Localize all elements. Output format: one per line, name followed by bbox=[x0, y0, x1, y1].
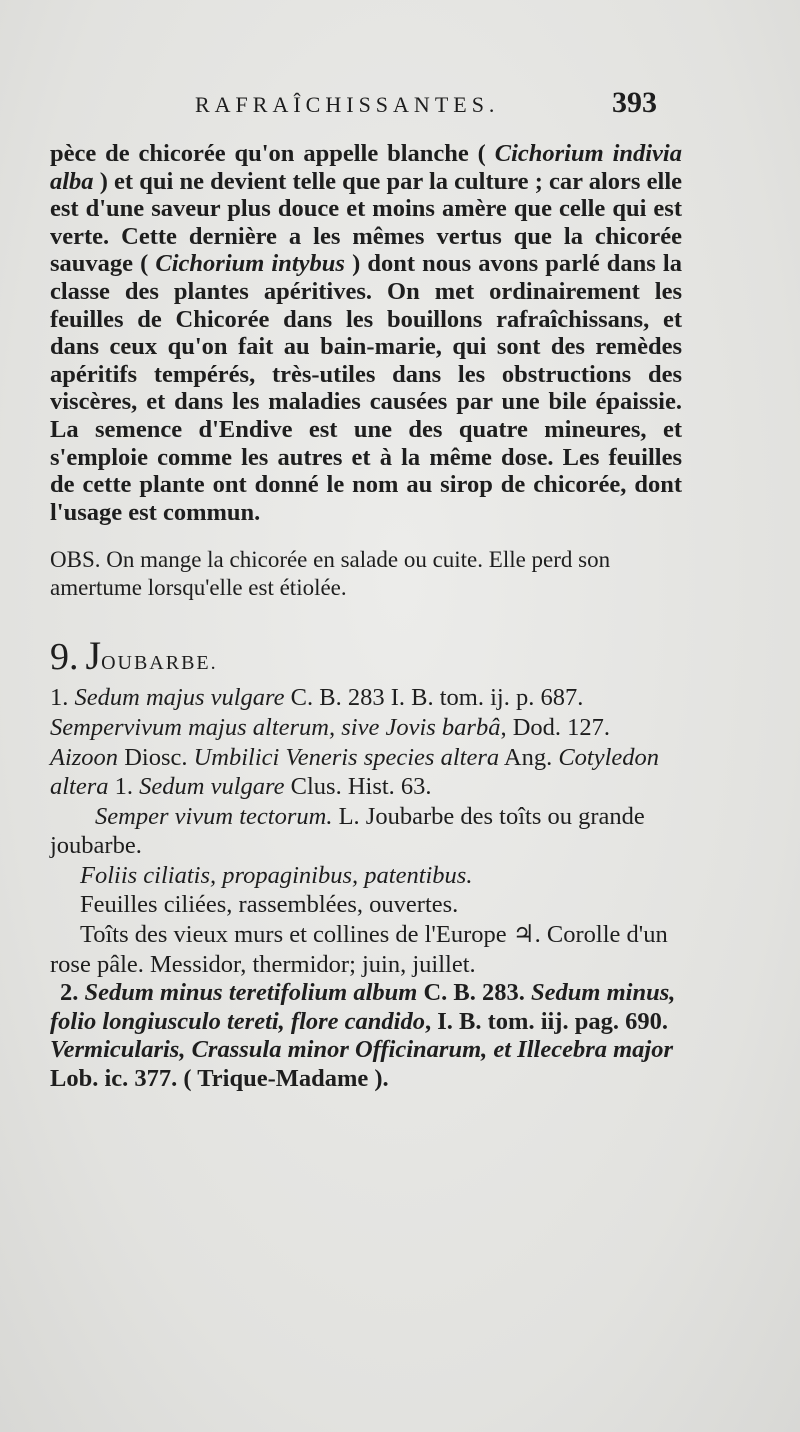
entry-number: 9. bbox=[50, 636, 79, 679]
french-description: Feuilles ciliées, rassemblées, ouvertes. bbox=[80, 891, 459, 919]
entry-heading bbox=[50, 633, 682, 683]
linnaean-name-paragraph: Semper vivum tectorum. L. Joubarbe des toîts ou grande joubarbe. bbox=[50, 802, 645, 860]
entry-name: OUBARBE. bbox=[101, 652, 218, 675]
synonymy-paragraph-2: 2. Sedum minus teretifolium album C. B. 283. Sedum minus, folio longiusculo tereti, flore candido, I. B. tom. iij. pag. 690. Vermicularis, Crassula minor Officinarum, et Illecebra major Lob. ic. 377. ( Trique-Madame ). bbox=[50, 979, 676, 1093]
habitat-paragraph: Toîts des vieux murs et collines de l'Europe ♃. Corolle d'un rose pâle. Messidor, thermidor; juin, juillet. bbox=[50, 921, 668, 978]
page-number: 393 bbox=[612, 86, 657, 119]
latin-description: Foliis ciliatis, propaginibus, patentibus. bbox=[80, 861, 473, 889]
entry-initial: J bbox=[85, 633, 102, 679]
running-header: RAFRAÎCHISSANTES. bbox=[195, 92, 500, 117]
obs-note: OBS. On mange la chicorée en salade ou cuite. Elle perd son amertume lorsqu'elle est étiolée. bbox=[50, 547, 611, 601]
page-body bbox=[50, 140, 682, 1094]
chicory-paragraph: pèce de chicorée qu'on appelle blanche ( Cichorium indivia alba ) et qui ne devient telle que par la culture ; car alors elle est d'une saveur plus douce et moins amère que celle qui est verte. Cette dernière a les mêmes vertus que la chicorée sauvage ( Cichorium intybus ) dont nous avons parlé dans la classe des plantes apéritives. On met ordinairement les feuilles de Chicorée dans les bouillons rafraîchissans, et dans ceux qu'on fait au bain-marie, qui sont des remèdes apéritifs tempérés, très-utiles dans les obstructions des viscères, et dans les maladies causées par une bile épaissie. La semence d'Endive est une des quatre mineures, et s'emploie comme les autres et à la même dose. Les feuilles de cette plante ont donné le nom au sirop de chicorée, dont l'usage est commun. bbox=[50, 140, 682, 526]
synonymy-paragraph-1: 1. Sedum majus vulgare C. B. 283 I. B. tom. ij. p. 687. Sempervivum majus alterum, sive Jovis barbâ, Dod. 127. Aizoon Diosc. Umbilici Veneris species altera Ang. Cotyledon altera 1. Sedum vulgare Clus. Hist. 63. bbox=[50, 684, 660, 801]
